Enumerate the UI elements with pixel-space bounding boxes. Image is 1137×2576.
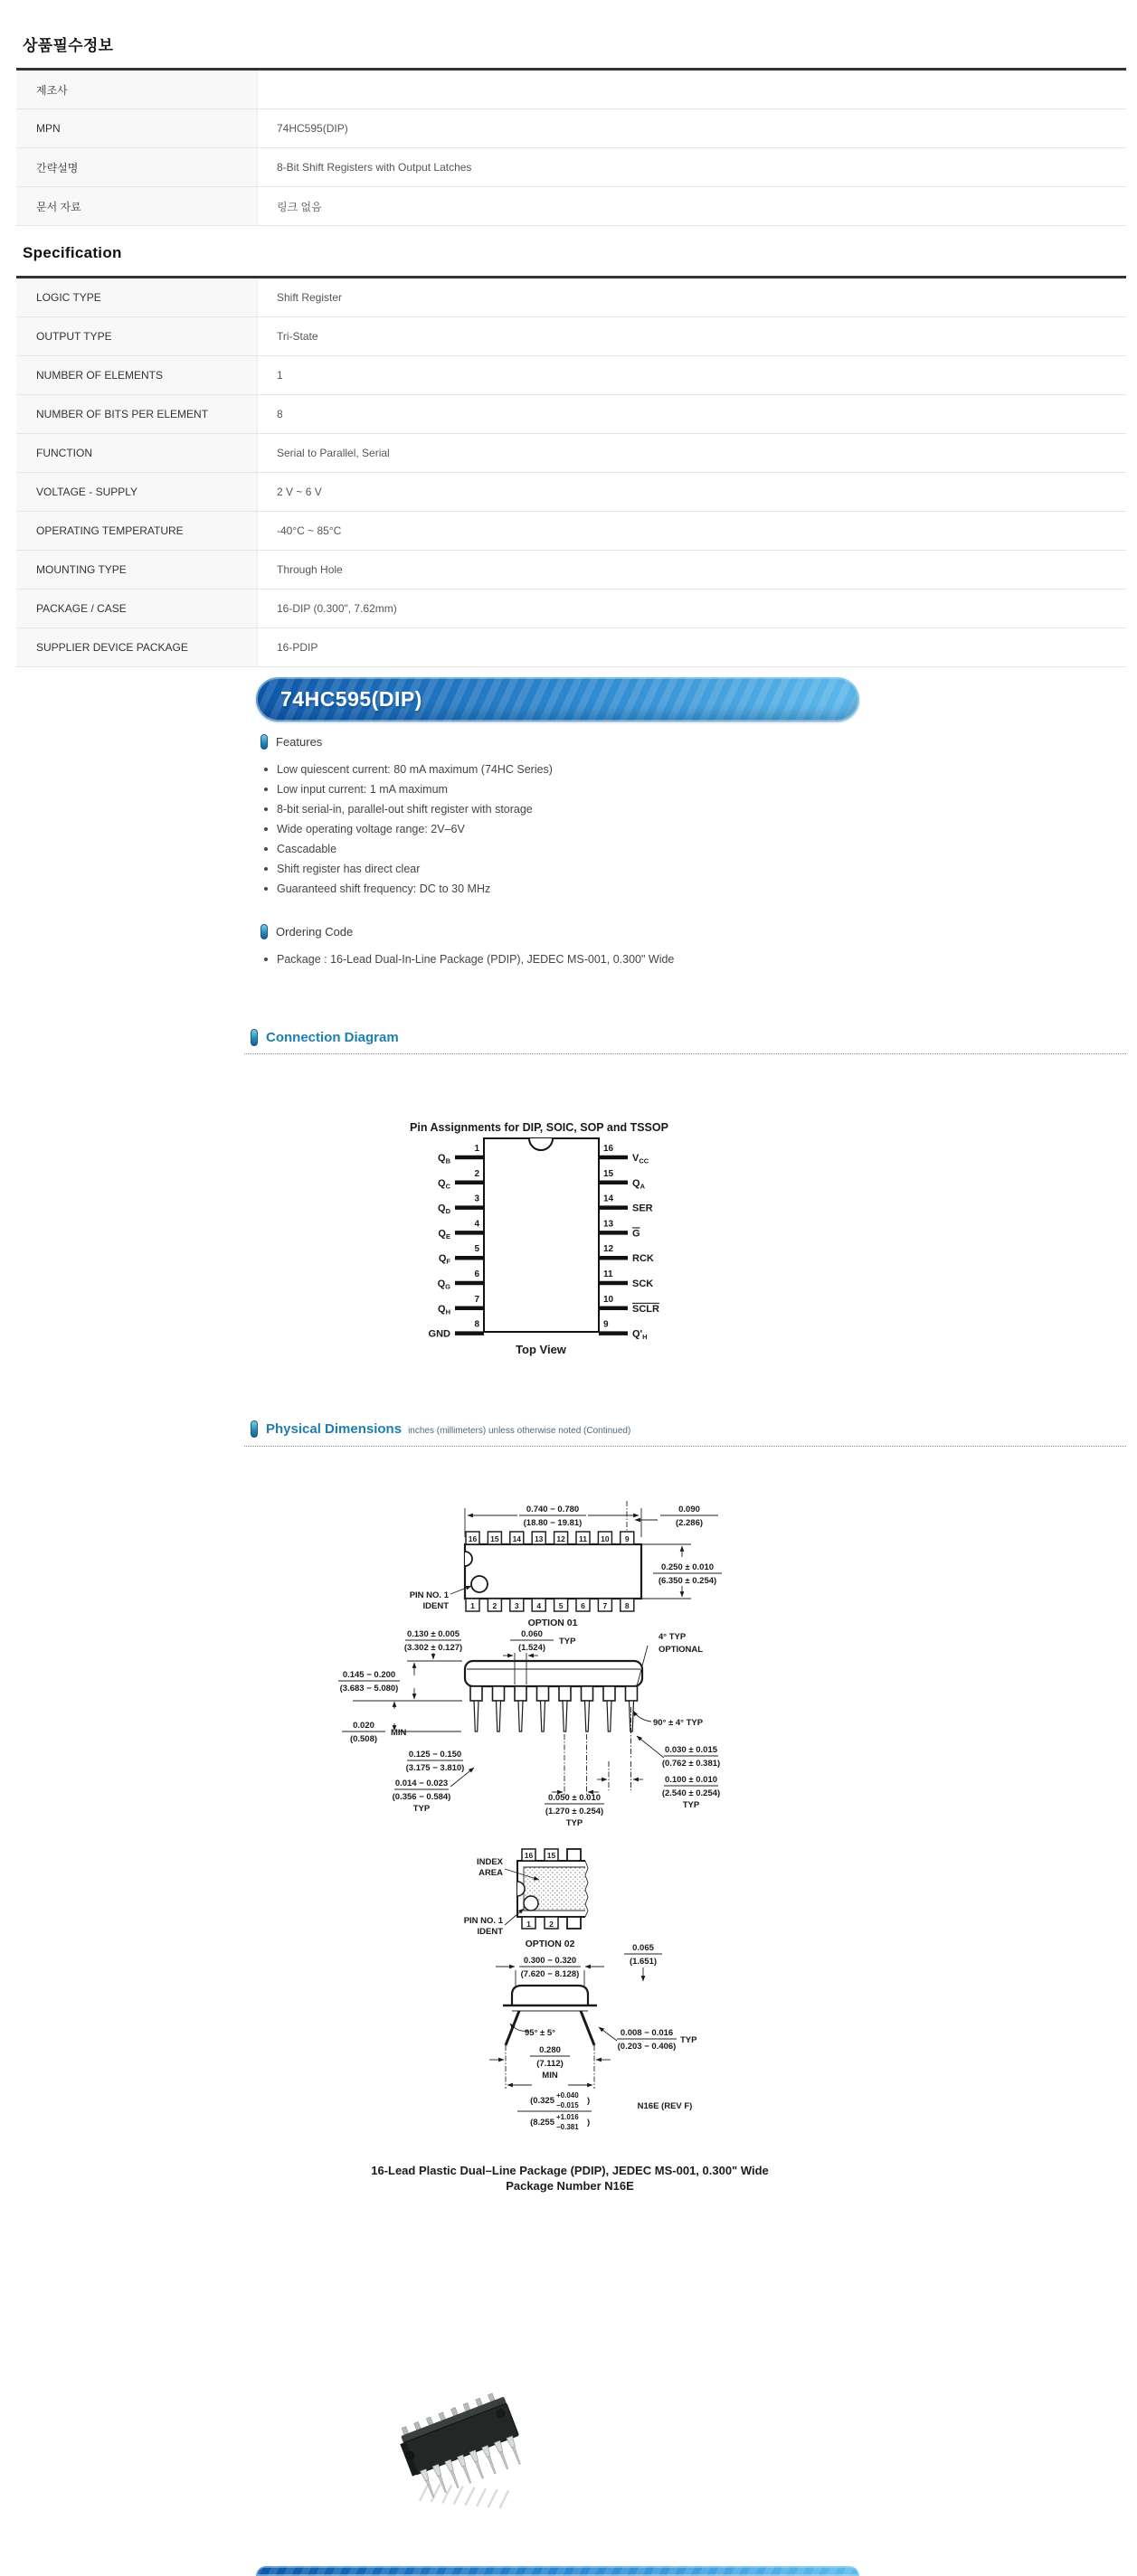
svg-text:4° TYP: 4° TYP — [659, 1632, 687, 1642]
svg-text:3: 3 — [474, 1194, 479, 1204]
svg-text:OPTIONAL: OPTIONAL — [659, 1645, 704, 1655]
row-value: 링크 없음 — [277, 200, 322, 213]
physical-dimensions-note: inches (millimeters) unless otherwise noted (Continued) — [408, 1426, 631, 1436]
svg-text:5: 5 — [558, 1601, 564, 1610]
table-row — [16, 512, 1126, 551]
svg-text:7: 7 — [474, 1294, 479, 1305]
table-row — [16, 551, 1126, 590]
svg-text:TYP: TYP — [682, 1800, 700, 1810]
svg-text:1: 1 — [474, 1144, 479, 1154]
svg-text:10: 10 — [603, 1294, 614, 1305]
svg-text:14: 14 — [512, 1534, 522, 1543]
bullet-icon — [264, 788, 268, 791]
svg-text:8: 8 — [474, 1319, 479, 1330]
svg-text:6: 6 — [581, 1601, 585, 1610]
svg-text:13: 13 — [603, 1219, 614, 1230]
pin-diagram — [389, 1117, 787, 1361]
svg-text:0.014 − 0.023: 0.014 − 0.023 — [394, 1779, 449, 1788]
svg-text:11: 11 — [603, 1269, 613, 1279]
row-label: MPN — [16, 109, 258, 147]
svg-text:5: 5 — [474, 1244, 479, 1255]
product-info-table — [16, 68, 1126, 226]
svg-text:(2.286): (2.286) — [675, 1518, 704, 1528]
ordering-text: Package : 16-Lead Dual-In-Line Package (PDIP), JEDEC MS-001, 0.300" Wide — [277, 953, 675, 966]
svg-text:(0.508): (0.508) — [349, 1734, 378, 1744]
svg-text:2: 2 — [474, 1168, 479, 1179]
svg-text:TYP: TYP — [565, 1818, 583, 1828]
svg-text:+0.040: +0.040 — [556, 2091, 579, 2099]
svg-text:0.065: 0.065 — [632, 1943, 654, 1953]
feature-item — [264, 859, 553, 879]
product-banner — [256, 677, 859, 722]
table-row — [16, 278, 1126, 317]
table-row — [16, 356, 1126, 395]
row-value: 8-Bit Shift Registers with Output Latches — [277, 161, 472, 174]
svg-text:(7.620 − 8.128): (7.620 − 8.128) — [520, 1969, 580, 1979]
pin-diagram-title: Pin Assignments for DIP, SOIC, SOP and TSSOP — [410, 1121, 668, 1134]
row-value — [258, 71, 1126, 109]
svg-text:GND: GND — [428, 1328, 450, 1340]
svg-text:15: 15 — [603, 1168, 614, 1179]
svg-text:G: G — [632, 1228, 640, 1240]
svg-text:N16E (REV F): N16E (REV F) — [637, 2101, 693, 2111]
svg-text:11: 11 — [579, 1534, 587, 1543]
svg-text:2: 2 — [492, 1601, 497, 1610]
svg-text:0.060: 0.060 — [521, 1629, 543, 1639]
bullet-icon — [264, 847, 268, 851]
table-row — [16, 71, 1126, 109]
svg-text:4: 4 — [536, 1601, 542, 1610]
feature-text: Shift register has direct clear — [277, 863, 421, 875]
svg-text:(6.350 ± 0.254): (6.350 ± 0.254) — [658, 1576, 717, 1586]
svg-text:16: 16 — [603, 1144, 614, 1154]
table-row — [16, 395, 1126, 434]
svg-text:9: 9 — [624, 1534, 630, 1543]
svg-text:SCK: SCK — [632, 1279, 654, 1289]
end-view — [489, 1986, 697, 2131]
bullet-icon — [264, 827, 268, 831]
svg-text:16: 16 — [468, 1534, 478, 1543]
specification-table — [16, 276, 1126, 667]
svg-text:9: 9 — [603, 1319, 609, 1330]
svg-text:0.030 ± 0.015: 0.030 ± 0.015 — [664, 1745, 718, 1755]
svg-text:(3.683 − 5.080): (3.683 − 5.080) — [339, 1684, 399, 1694]
feature-text: Cascadable — [277, 843, 337, 855]
svg-text:OPTION 02: OPTION 02 — [525, 1939, 575, 1949]
physical-dimensions-heading-label: Physical Dimensions — [266, 1421, 403, 1437]
svg-text:4: 4 — [474, 1219, 479, 1230]
svg-text:0.090: 0.090 — [678, 1505, 700, 1514]
svg-text:15: 15 — [546, 1851, 556, 1860]
svg-text:+1.016: +1.016 — [556, 2113, 579, 2121]
row-label: VOLTAGE - SUPPLY — [16, 473, 258, 511]
svg-text:0.300 − 0.320: 0.300 − 0.320 — [523, 1956, 577, 1966]
svg-text:8: 8 — [624, 1601, 630, 1610]
svg-text:RCK: RCK — [632, 1253, 654, 1265]
table-row — [16, 148, 1126, 187]
feature-text: Low input current: 1 mA maximum — [277, 783, 448, 796]
svg-text:6: 6 — [474, 1269, 479, 1279]
svg-text:QD: $Q_D$ — [438, 1203, 450, 1216]
feature-item — [264, 819, 553, 839]
table-row — [16, 473, 1126, 512]
caption-line-1: 16-Lead Plastic Dual–Line Package (PDIP), JEDEC MS-001, 0.300" Wide — [371, 2164, 769, 2177]
svg-text:0.020: 0.020 — [353, 1721, 374, 1731]
option02-view — [464, 1849, 662, 1986]
svg-text:PIN NO. 1: PIN NO. 1 — [463, 1916, 503, 1926]
svg-text:MIN: MIN — [391, 1728, 407, 1738]
ordering-code-list — [264, 949, 674, 969]
svg-text:14: 14 — [603, 1194, 614, 1204]
page-title: 상품필수정보 — [23, 37, 114, 54]
feature-item — [264, 760, 553, 779]
row-value: Through Hole — [277, 563, 343, 576]
features-heading-label: Features — [276, 735, 323, 749]
svg-text:15: 15 — [490, 1534, 499, 1543]
svg-text:3: 3 — [514, 1601, 519, 1610]
svg-text:16: 16 — [524, 1851, 534, 1860]
feature-item — [264, 779, 553, 799]
bullet-icon — [264, 887, 268, 891]
svg-text:INDEX: INDEX — [476, 1857, 503, 1867]
svg-text:−0.381: −0.381 — [556, 2123, 579, 2131]
table-row — [16, 187, 1126, 226]
svg-text:0.740 − 0.780: 0.740 − 0.780 — [526, 1505, 580, 1514]
svg-text:(1.524): (1.524) — [517, 1643, 546, 1653]
svg-text:PIN NO. 1: PIN NO. 1 — [409, 1590, 449, 1600]
svg-text:OPTION 01: OPTION 01 — [527, 1618, 578, 1628]
pin-diagram-footer: Top View — [516, 1343, 566, 1356]
svg-text:0.100 ± 0.010: 0.100 ± 0.010 — [664, 1775, 718, 1785]
svg-text:VCC: $V_{CC}$ — [632, 1153, 649, 1165]
svg-text:(0.325: (0.325 — [530, 2096, 554, 2106]
table-row — [16, 317, 1126, 356]
svg-text:13: 13 — [534, 1534, 544, 1543]
svg-text:QH: $Q_H$ — [438, 1303, 450, 1316]
bullet-icon — [264, 807, 268, 811]
bullet-icon — [264, 867, 268, 871]
row-label: PACKAGE / CASE — [16, 590, 258, 627]
svg-text:(0.356 − 0.584): (0.356 − 0.584) — [392, 1792, 451, 1802]
svg-text:0.050 ± 0.010: 0.050 ± 0.010 — [547, 1793, 602, 1803]
svg-text:0.145 − 0.200: 0.145 − 0.200 — [342, 1670, 396, 1680]
svg-text:QA: $Q_A$ — [632, 1177, 645, 1191]
row-label: 제조사 — [16, 71, 258, 109]
connection-diagram-heading-label: Connection Diagram — [266, 1030, 399, 1045]
svg-text:10: 10 — [601, 1534, 610, 1543]
svg-text:(3.302 ± 0.127): (3.302 ± 0.127) — [403, 1643, 463, 1653]
row-value: Tri-State — [277, 330, 318, 343]
svg-text:90° ± 4° TYP: 90° ± 4° TYP — [653, 1718, 704, 1728]
ordering-code-heading-label: Ordering Code — [276, 925, 354, 939]
section-pill-icon — [251, 1420, 258, 1438]
svg-text:(8.255: (8.255 — [530, 2118, 554, 2128]
svg-text:2: 2 — [549, 1920, 554, 1929]
option01-top-view — [410, 1501, 722, 1628]
svg-text:0.008 − 0.016: 0.008 − 0.016 — [620, 2028, 674, 2038]
side-view — [338, 1629, 720, 1828]
row-label: 간략설명 — [16, 148, 258, 186]
specification-title: Specification — [23, 244, 122, 261]
physical-dimensions-heading — [251, 1420, 630, 1438]
svg-text:−0.015: −0.015 — [556, 2101, 579, 2109]
svg-text:(18.80 − 19.81): (18.80 − 19.81) — [523, 1518, 583, 1528]
row-label: OUTPUT TYPE — [16, 317, 258, 355]
svg-text:0.130 ± 0.005: 0.130 ± 0.005 — [406, 1629, 460, 1639]
svg-text:TYP: TYP — [559, 1637, 576, 1647]
feature-text: Low quiescent current: 80 mA maximum (74HC Series) — [277, 763, 553, 776]
svg-text:IDENT: IDENT — [477, 1927, 503, 1937]
svg-text:QG: $Q_G$ — [437, 1279, 450, 1291]
bullet-icon — [264, 768, 268, 771]
svg-text:(1.270 ± 0.254): (1.270 ± 0.254) — [545, 1807, 604, 1816]
section-pill-icon — [261, 924, 268, 939]
row-value: Serial to Parallel, Serial — [277, 447, 390, 459]
ic-body — [484, 1138, 599, 1332]
ordering-item — [264, 949, 674, 969]
section-divider — [244, 1053, 1126, 1054]
figure-caption — [253, 2163, 886, 2194]
row-label: 문서 자료 — [16, 187, 258, 225]
row-value: 2 V ~ 6 V — [277, 486, 322, 498]
svg-text:QB: $Q_B$ — [438, 1153, 450, 1165]
row-value: 74HC595(DIP) — [277, 122, 348, 135]
svg-text:SER: SER — [632, 1203, 653, 1214]
svg-text:Q'H: $Q'_H$ — [632, 1328, 648, 1342]
table-row — [16, 590, 1126, 628]
svg-text:12: 12 — [603, 1244, 614, 1255]
svg-text:): ) — [587, 2096, 591, 2106]
features-list — [264, 760, 553, 899]
features-heading — [261, 734, 322, 750]
feature-item — [264, 839, 553, 859]
svg-text:): ) — [587, 2118, 591, 2128]
svg-text:0.250 ± 0.010: 0.250 ± 0.010 — [660, 1562, 715, 1572]
next-section-banner-cutoff — [256, 2566, 859, 2576]
svg-text:(7.112): (7.112) — [536, 2059, 564, 2069]
row-label: NUMBER OF ELEMENTS — [16, 356, 258, 394]
row-label: OPERATING TEMPERATURE — [16, 512, 258, 550]
table-row — [16, 628, 1126, 667]
feature-text: Guaranteed shift frequency: DC to 30 MHz — [277, 882, 491, 895]
package-dimension-drawing — [317, 1492, 932, 2134]
svg-text:1: 1 — [470, 1601, 475, 1610]
svg-text:(1.651): (1.651) — [629, 1957, 658, 1967]
svg-text:TYP: TYP — [412, 1804, 431, 1814]
table-row — [16, 109, 1126, 148]
bullet-icon — [264, 958, 268, 961]
feature-text: 8-bit serial-in, parallel-out shift register with storage — [277, 803, 533, 816]
row-label: MOUNTING TYPE — [16, 551, 258, 589]
svg-text:7: 7 — [602, 1601, 608, 1610]
svg-text:12: 12 — [556, 1534, 565, 1543]
section-pill-icon — [261, 734, 268, 750]
row-label: FUNCTION — [16, 434, 258, 472]
svg-text:AREA: AREA — [478, 1868, 503, 1878]
chip-photo — [387, 2376, 541, 2525]
svg-text:95° ± 5°: 95° ± 5° — [525, 2028, 555, 2038]
svg-text:(3.175 − 3.810): (3.175 − 3.810) — [405, 1763, 465, 1773]
row-value: -40°C ~ 85°C — [277, 524, 342, 537]
svg-text:QE: $Q_E$ — [438, 1228, 450, 1241]
caption-line-2: Package Number N16E — [506, 2179, 634, 2193]
svg-text:0.280: 0.280 — [539, 2045, 561, 2055]
ordering-code-heading — [261, 924, 353, 939]
section-pill-icon — [251, 1029, 258, 1046]
feature-item — [264, 799, 553, 819]
row-value: 1 — [277, 369, 283, 382]
table-row — [16, 434, 1126, 473]
row-label: NUMBER OF BITS PER ELEMENT — [16, 395, 258, 433]
banner-title: 74HC595(DIP) — [280, 687, 422, 711]
svg-text:MIN: MIN — [542, 2071, 558, 2081]
svg-text:0.125 − 0.150: 0.125 − 0.150 — [408, 1750, 462, 1760]
row-label: SUPPLIER DEVICE PACKAGE — [16, 628, 258, 666]
feature-item — [264, 879, 553, 899]
row-value: 16-DIP (0.300", 7.62mm) — [277, 602, 397, 615]
svg-text:(2.540 ± 0.254): (2.540 ± 0.254) — [661, 1788, 721, 1798]
svg-text:1: 1 — [526, 1920, 531, 1929]
svg-text:TYP: TYP — [680, 2035, 697, 2045]
feature-text: Wide operating voltage range: 2V–6V — [277, 823, 465, 835]
row-value: 8 — [277, 408, 283, 420]
svg-text:QF: $Q_F$ — [438, 1253, 450, 1266]
svg-text:QC: $Q_C$ — [438, 1177, 450, 1191]
svg-text:(0.762 ± 0.381): (0.762 ± 0.381) — [661, 1759, 721, 1769]
svg-text:IDENT: IDENT — [422, 1601, 449, 1611]
connection-diagram-heading — [251, 1029, 399, 1046]
svg-text:(0.203 − 0.406): (0.203 − 0.406) — [617, 2042, 677, 2052]
section-divider — [244, 1446, 1126, 1447]
svg-text:SCLR: SCLR — [632, 1303, 659, 1315]
row-value: Shift Register — [277, 291, 343, 304]
row-value: 16-PDIP — [277, 641, 318, 654]
row-label: LOGIC TYPE — [16, 278, 258, 316]
